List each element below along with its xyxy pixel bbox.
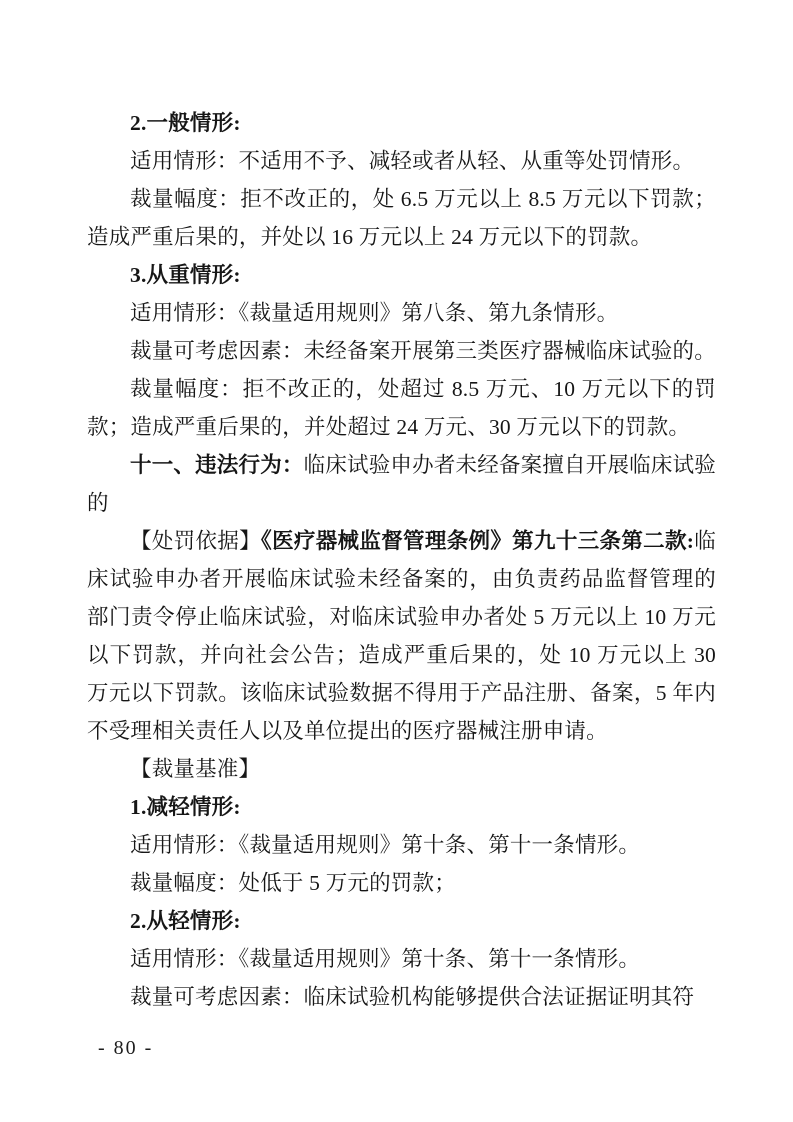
text-segment: 裁量幅度：拒不改正的，处 6.5 万元以上 8.5 万元以下罚款；造成严重后果的，并处以 16 万元以上 24 万元以下的罚款。 bbox=[87, 187, 716, 249]
paragraph-mitigated-case-heading bbox=[87, 788, 716, 826]
paragraph-general-case-range bbox=[87, 180, 716, 256]
paragraph-discretion-benchmark-heading bbox=[87, 750, 716, 788]
text-segment: 【裁量基准】 bbox=[130, 757, 261, 781]
text-segment: 十一、违法行为： bbox=[130, 453, 304, 477]
text-segment: 裁量可考虑因素：未经备案开展第三类医疗器械临床试验的。 bbox=[130, 339, 716, 363]
paragraph-item-11-violation bbox=[87, 446, 716, 522]
text-segment: 适用情形：《裁量适用规则》第十条、第十一条情形。 bbox=[130, 833, 641, 857]
text-segment: 裁量幅度：拒不改正的，处超过 8.5 万元、10 万元以下的罚款；造成严重后果的，并处超过 24 万元、30 万元以下的罚款。 bbox=[87, 377, 716, 439]
text-segment: 2.从轻情形: bbox=[130, 909, 241, 933]
paragraph-mitigated-case-range bbox=[87, 864, 716, 902]
text-segment: 2.一般情形: bbox=[130, 111, 241, 135]
text-segment: 适用情形：不适用不予、减轻或者从轻、从重等处罚情形。 bbox=[130, 149, 695, 173]
document-body bbox=[87, 104, 716, 1016]
text-segment: 【处罚依据】 bbox=[130, 529, 261, 553]
paragraph-mitigated-case-applicable bbox=[87, 826, 716, 864]
paragraph-item-11-penalty-basis bbox=[87, 522, 716, 750]
text-segment: 临床试验申办者未经备案擅自开展临床试验的 bbox=[87, 453, 716, 515]
text-segment: 1.减轻情形: bbox=[130, 795, 241, 819]
paragraph-lenient-case-applicable bbox=[87, 940, 716, 978]
text-segment: 3.从重情形: bbox=[130, 263, 241, 287]
paragraph-general-case-heading bbox=[87, 104, 716, 142]
text-segment: 适用情形：《裁量适用规则》第八条、第九条情形。 bbox=[130, 301, 619, 325]
paragraph-aggravated-case-heading bbox=[87, 256, 716, 294]
paragraph-aggravated-case-range bbox=[87, 370, 716, 446]
paragraph-lenient-case-heading bbox=[87, 902, 716, 940]
paragraph-lenient-case-factors bbox=[87, 978, 716, 1016]
paragraph-general-case-applicable bbox=[87, 142, 716, 180]
text-segment: 裁量可考虑因素：临床试验机构能够提供合法证据证明其符 bbox=[130, 985, 695, 1009]
text-segment: 临床试验申办者开展临床试验未经备案的，由负责药品监督管理的部门责令停止临床试验，对临床试验申办者处 5 万元以上 10 万元以下罚款，并向社会公告；造成严重后果的，处 10 万元以上 30 万元以下罚款。该临床试验数据不得用于产品注册、备案，5 年内不受理相关责任人以及单位提出的医疗器械注册申请。 bbox=[87, 529, 717, 743]
page-number: - 80 - bbox=[98, 1037, 154, 1059]
text-segment: 适用情形：《裁量适用规则》第十条、第十一条情形。 bbox=[130, 947, 641, 971]
paragraph-aggravated-case-factors bbox=[87, 332, 716, 370]
paragraph-aggravated-case-applicable bbox=[87, 294, 716, 332]
text-segment: 裁量幅度：处低于 5 万元的罚款； bbox=[130, 871, 456, 895]
text-segment: 《医疗器械监督管理条例》第九十三条第二款: bbox=[260, 529, 695, 553]
